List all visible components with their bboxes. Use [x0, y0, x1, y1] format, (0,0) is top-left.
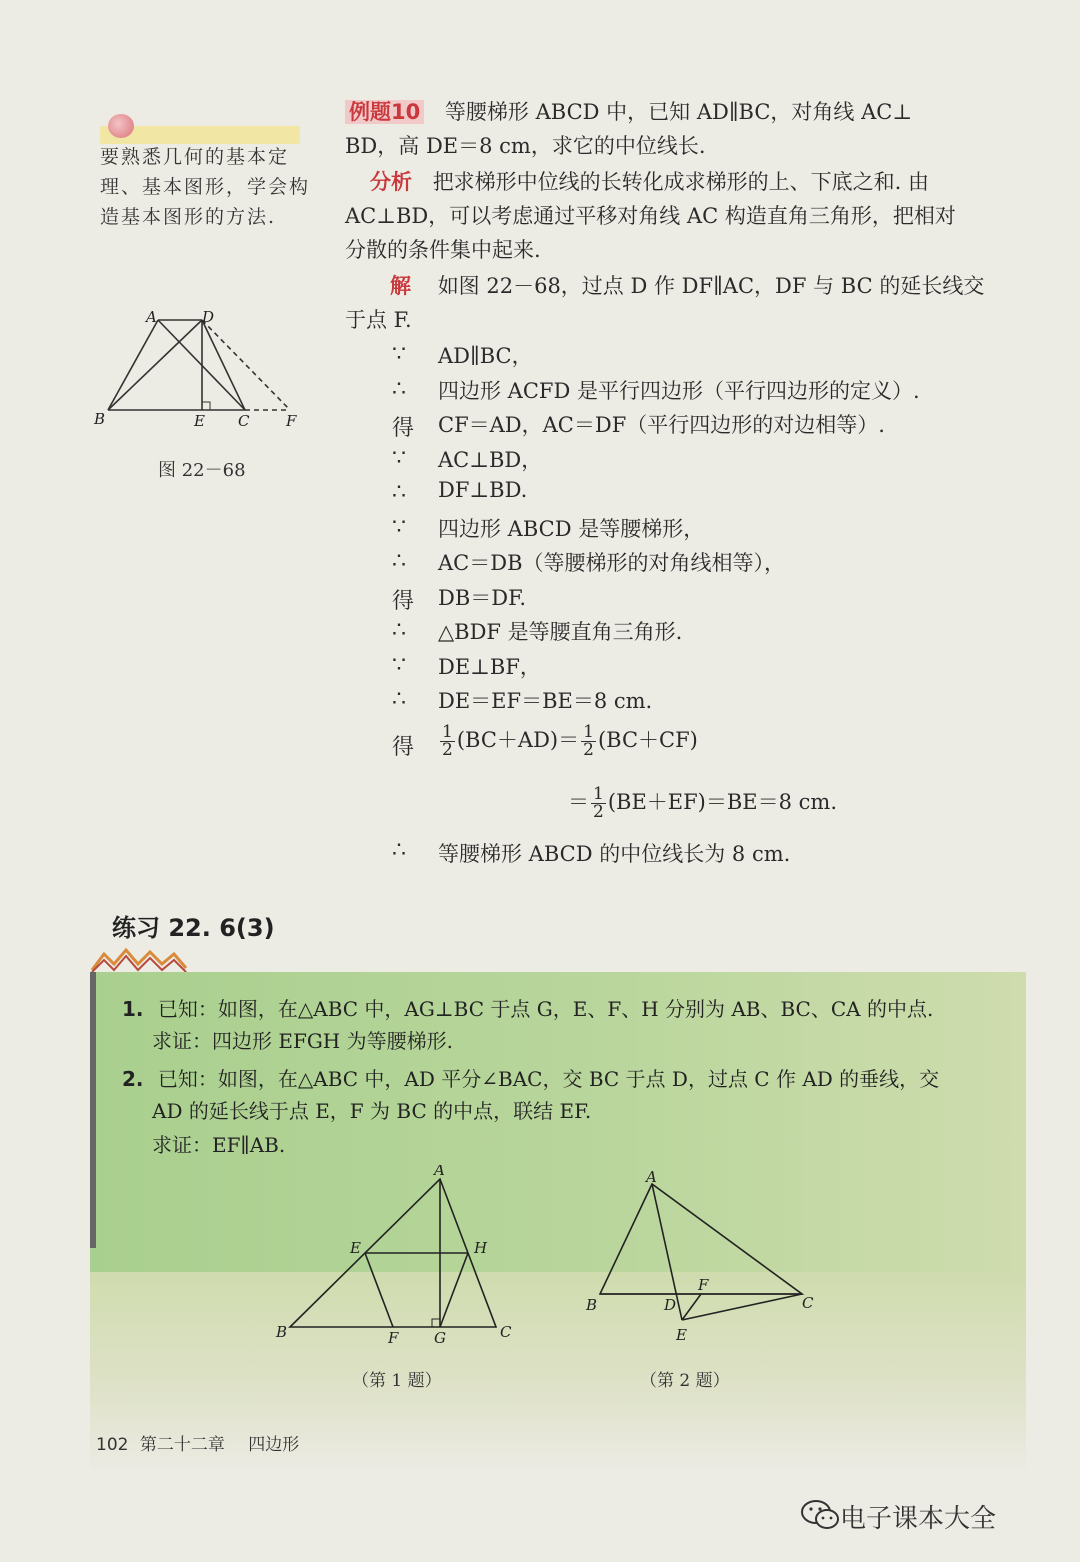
conclusion: 等腰梯形 ABCD 的中位线长为 8 cm. — [438, 842, 791, 866]
solution-text-1: 如图 22－68，过点 D 作 DF∥AC，DF 与 BC 的延长线交 — [437, 274, 985, 298]
step-symbol: ∵ — [392, 446, 406, 471]
exercise-q1-line-1 — [122, 994, 933, 1024]
step-symbol: ∴ — [392, 480, 406, 505]
problem-text-1: 等腰梯形 ABCD 中，已知 AD∥BC，对角线 AC⊥ — [444, 100, 913, 124]
q1-number: 1. — [122, 997, 144, 1021]
fig-label-B: B — [94, 410, 106, 428]
tip-line-3: 造基本图形的方法. — [100, 206, 277, 228]
figure-caption: 图 22－68 — [158, 460, 246, 481]
step-text: DE⊥BF， — [438, 655, 541, 679]
equation-part: (BC＋CF) — [597, 728, 698, 752]
fraction: $\frac{1}{2}$ — [593, 784, 604, 822]
solution-tag: 解 — [390, 274, 411, 298]
step-symbol: 得 — [392, 589, 415, 614]
fig-label-F: F — [286, 412, 297, 430]
fig2-label-F: F — [698, 1276, 709, 1294]
page-number: 102 — [96, 1435, 129, 1455]
analysis-line-3: 分散的条件集中起来. — [345, 238, 541, 262]
tip-line-1: 要熟悉几何的基本定 — [100, 146, 290, 168]
analysis-tag: 分析 — [370, 170, 412, 194]
equation-part: (BC＋AD)＝ — [456, 728, 580, 752]
final-symbol-1: 得 — [392, 735, 415, 760]
exercise-q2-line-1 — [122, 1064, 939, 1094]
figure-22-68 — [90, 300, 310, 440]
page-footer — [96, 1430, 299, 1455]
fig1-label-G: G — [434, 1329, 446, 1347]
step-text: 四边形 ABCD 是等腰梯形， — [438, 517, 705, 541]
exercise-title: 练习 22. 6(3) — [112, 914, 275, 942]
tip-mascot-icon — [108, 114, 134, 138]
fraction: $\frac{1}{2}$ — [442, 722, 453, 760]
section-label: 四边形 — [248, 1435, 300, 1455]
step-symbol: ∴ — [392, 687, 406, 712]
equation-part: ＝ — [568, 790, 589, 814]
example-problem-line-1 — [345, 96, 912, 128]
q2-text-1: 已知：如图，在△ABC 中，AD 平分∠BAC，交 BC 于点 D，过点 C 作 AD 的垂线，交 — [157, 1067, 940, 1091]
exercise-q2-line-3: 求证：EF∥AB. — [152, 1133, 286, 1157]
step-symbol: ∴ — [392, 618, 406, 643]
step-text: DB＝DF. — [438, 586, 527, 610]
solution-line-2: 于点 F. — [345, 308, 412, 332]
exercise-zigzag-decoration — [90, 942, 190, 972]
tip-line-2: 理、基本图形，学会构 — [100, 176, 311, 198]
fig1-label-F: F — [388, 1329, 399, 1347]
step-symbol: ∵ — [392, 342, 406, 367]
fig-label-C: C — [238, 412, 250, 430]
exercise-q2-line-2: AD 的延长线于点 E，F 为 BC 的中点，联结 EF. — [152, 1099, 592, 1123]
fig2-label-B: B — [586, 1296, 598, 1314]
final-equation-1 — [438, 724, 698, 759]
tip-text — [100, 142, 320, 232]
step-text: DE＝EF＝BE＝8 cm. — [438, 689, 653, 713]
step-symbol: ∵ — [392, 653, 406, 678]
fig2-label-E: E — [676, 1326, 687, 1344]
step-symbol: ∵ — [392, 515, 406, 540]
fig1-label-E: E — [350, 1239, 361, 1257]
step-text: DF⊥BD. — [438, 478, 528, 502]
step-symbol: 得 — [392, 416, 415, 441]
step-symbol: ∴ — [392, 549, 406, 574]
analysis-text-1: 把求梯形中位线的长转化成求梯形的上、下底之和. 由 — [432, 170, 930, 194]
final-equation-2 — [568, 786, 837, 821]
fraction: $\frac{1}{2}$ — [583, 722, 594, 760]
fig-label-D: D — [202, 308, 215, 326]
step-text: △BDF 是等腰直角三角形. — [438, 620, 683, 644]
chapter-label: 第二十二章 — [139, 1435, 225, 1455]
step-text: AD∥BC， — [438, 344, 533, 368]
analysis-line-2: AC⊥BD，可以考虑通过平移对角线 AC 构造直角三角形，把相对 — [345, 204, 956, 228]
fig1-caption: （第 1 题） — [352, 1371, 442, 1391]
exercise-figure-1 — [270, 1165, 530, 1350]
exercise-q1-line-2: 求证：四边形 EFGH 为等腰梯形. — [152, 1029, 453, 1053]
step-text: AC⊥BD， — [438, 448, 543, 472]
wechat-icon — [800, 1498, 840, 1532]
equation-part: (BE＋EF)＝BE＝8 cm. — [607, 790, 838, 814]
analysis-line-1 — [370, 166, 929, 198]
final-symbol-2: ∴ — [392, 838, 406, 863]
fig2-label-C: C — [802, 1294, 814, 1312]
fig-label-A: A — [146, 308, 157, 326]
fig1-label-B: B — [276, 1323, 288, 1341]
step-text: CF＝AD，AC＝DF（平行四边形的对边相等）. — [438, 413, 885, 437]
fig1-label-C: C — [500, 1323, 512, 1341]
watermark-text: 电子课本大全 — [840, 1504, 997, 1534]
example-problem-line-2: BD，高 DE＝8 cm，求它的中位线长. — [345, 134, 706, 158]
fig-label-E: E — [194, 412, 205, 430]
step-symbol: ∴ — [392, 377, 406, 402]
solution-line-1 — [390, 270, 984, 302]
exercise-figure-2 — [580, 1170, 830, 1345]
fig1-label-H: H — [474, 1239, 488, 1257]
q2-number: 2. — [122, 1067, 144, 1091]
q1-text-1: 已知：如图，在△ABC 中，AG⊥BC 于点 G，E、F、H 分别为 AB、BC、CA 的中点. — [157, 997, 934, 1021]
fig2-label-D: D — [664, 1296, 677, 1314]
step-text: AC＝DB（等腰梯形的对角线相等）， — [438, 551, 786, 575]
fig1-label-A: A — [434, 1165, 445, 1179]
exercise-panel-bar — [90, 972, 96, 1248]
fig2-caption: （第 2 题） — [640, 1371, 730, 1391]
fig2-label-A: A — [646, 1170, 657, 1186]
step-text: 四边形 ACFD 是平行四边形（平行四边形的定义）. — [438, 379, 920, 403]
example-tag: 例题10 — [345, 100, 424, 124]
